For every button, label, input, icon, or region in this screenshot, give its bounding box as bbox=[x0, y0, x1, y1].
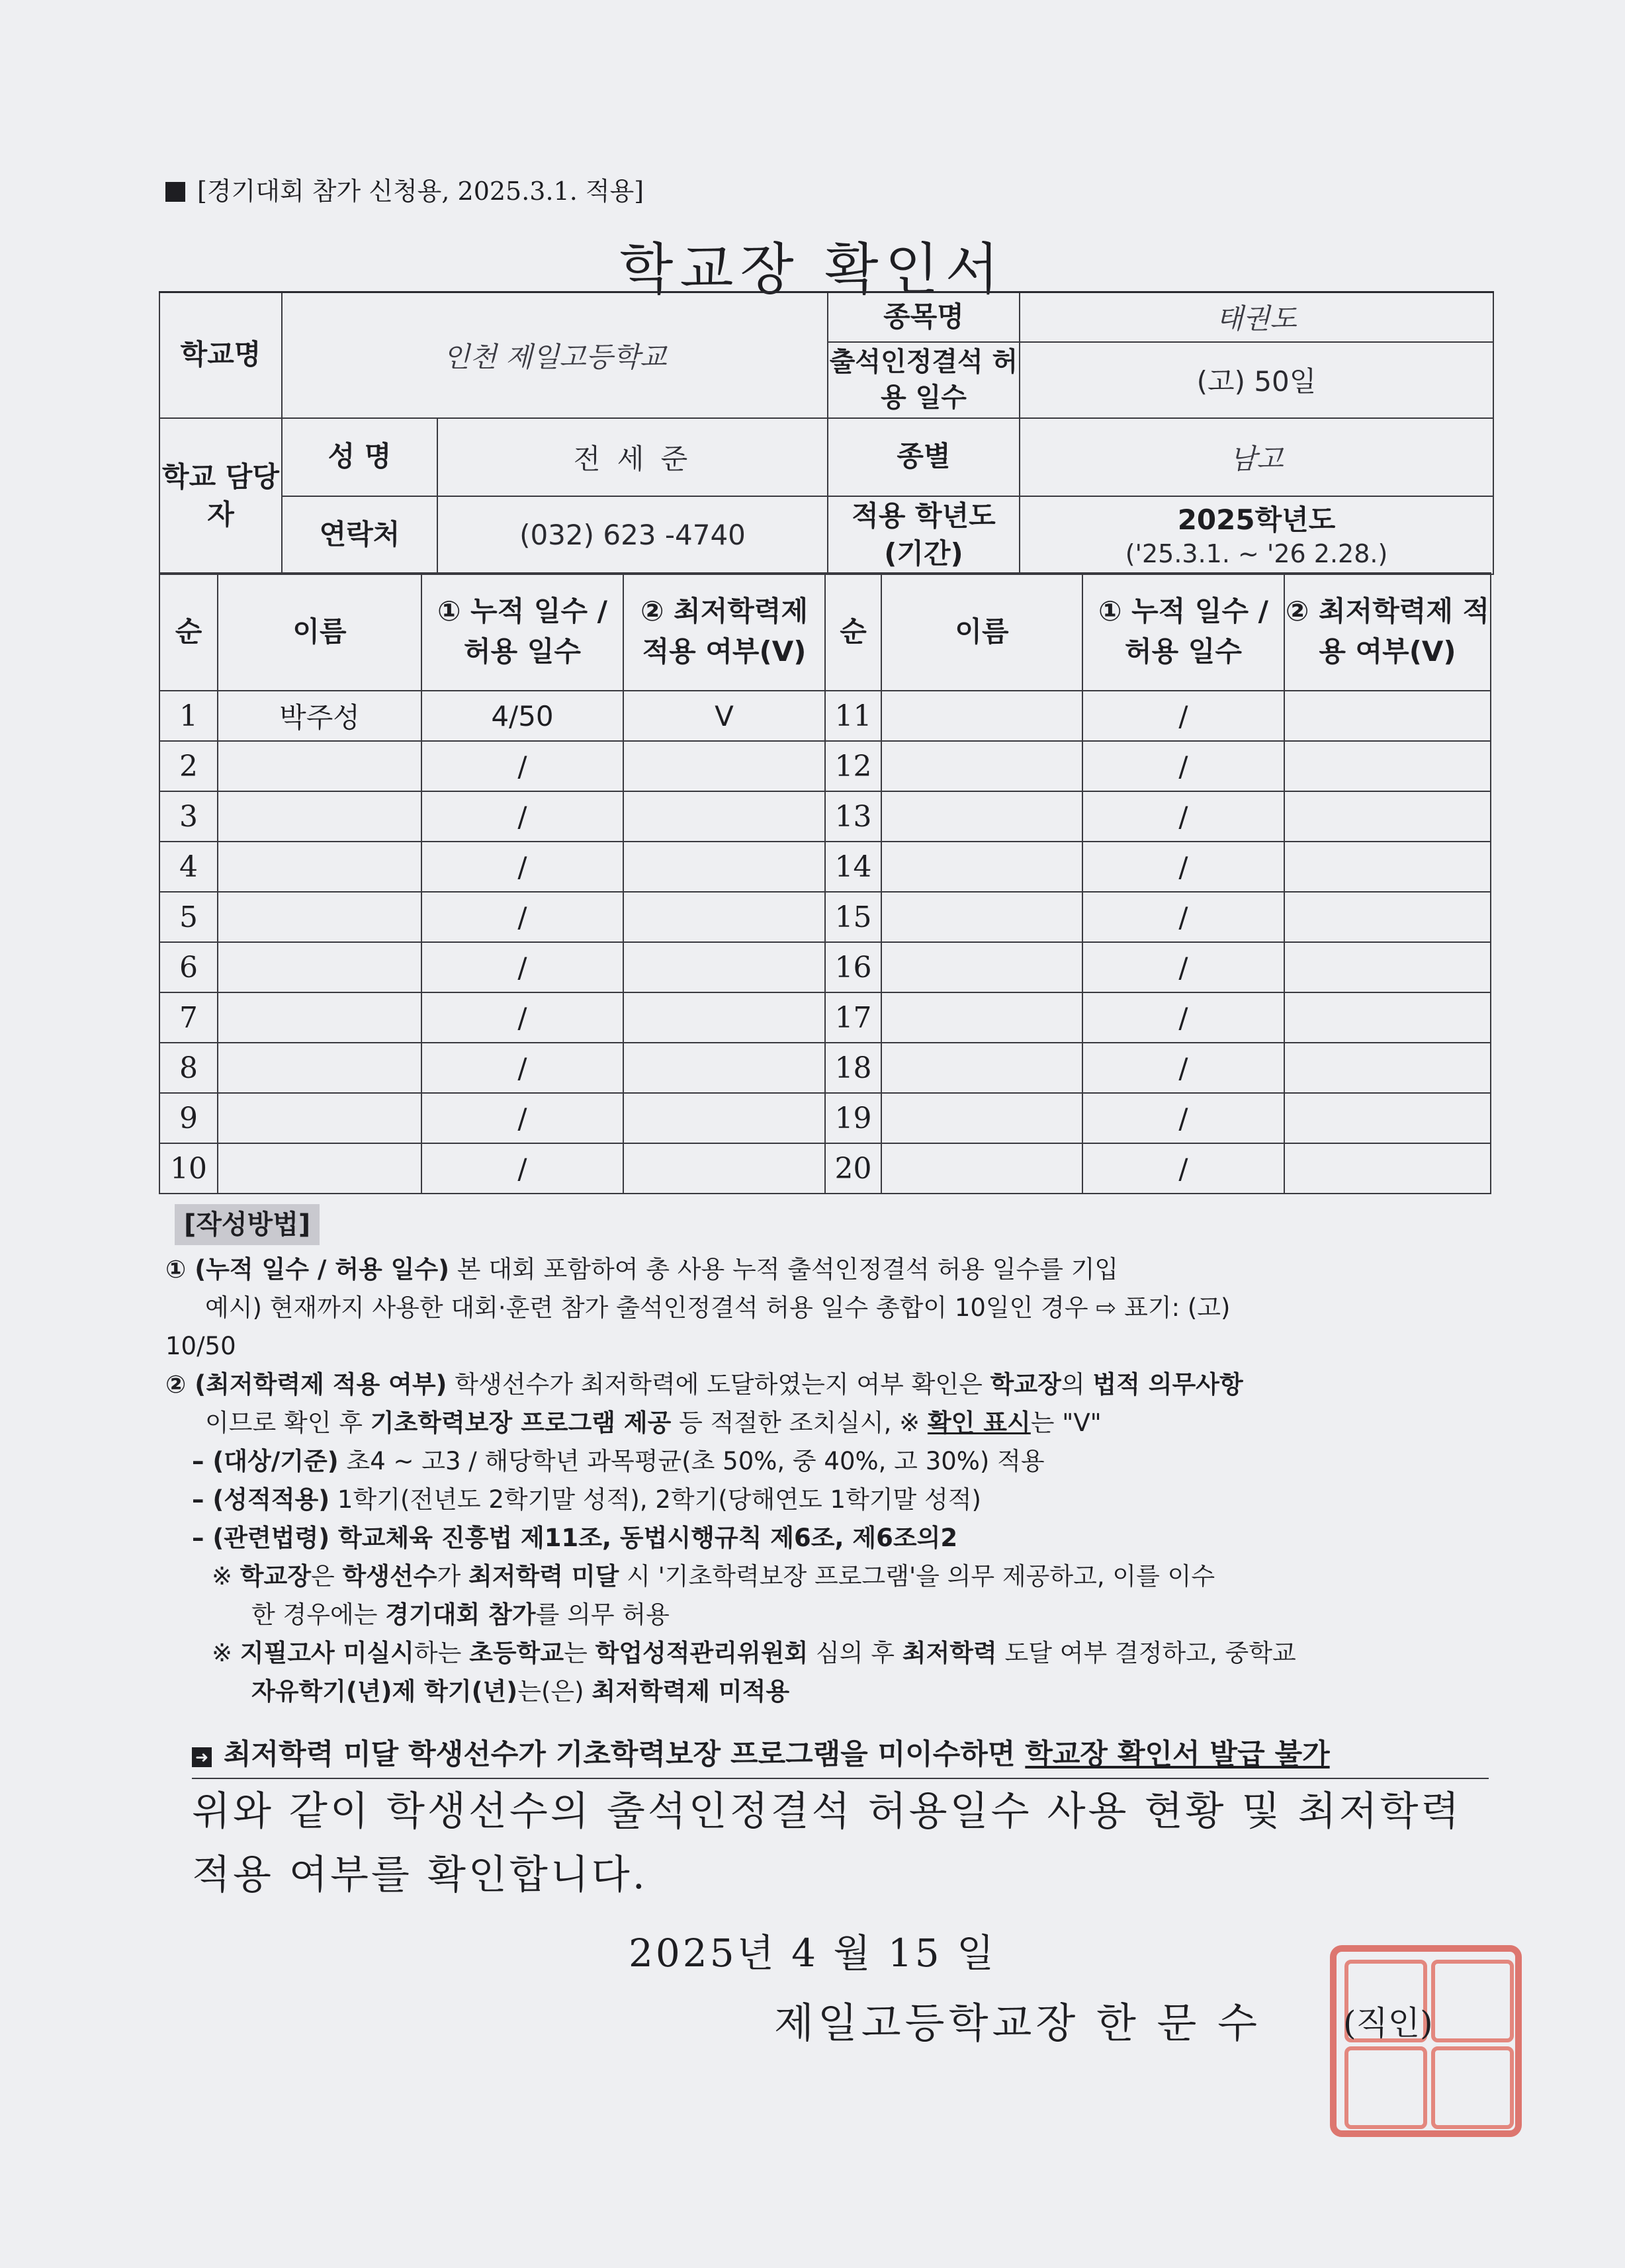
cumulative-days: / bbox=[1082, 741, 1284, 791]
principal-name: 제일고등학교장 한 문 수 bbox=[774, 1999, 1262, 2047]
roster-body bbox=[159, 573, 1491, 1194]
roster-row bbox=[159, 1043, 1491, 1093]
form-version-note: [경기대회 참가 신청용, 2025.3.1. 적용] bbox=[165, 171, 644, 207]
athlete-name bbox=[881, 942, 1082, 992]
manager-label: 학교 담당자 bbox=[159, 418, 282, 574]
min-academic-check bbox=[1284, 1093, 1491, 1143]
min-academic-check bbox=[623, 992, 825, 1043]
instruction-sub-target: – (대상/기준) 초4 ~ 고3 / 해당학년 과목평균(초 50%, 중 40%, 고 30%) 적용 bbox=[192, 1447, 1045, 1475]
instructions-label: [작성방법] bbox=[175, 1204, 320, 1245]
issue-date: 2025년 4 월 15 일 bbox=[629, 1931, 997, 1976]
arrow-box-icon: ➜ bbox=[192, 1747, 212, 1767]
roster-row bbox=[159, 842, 1491, 892]
row-number: 14 bbox=[825, 842, 881, 892]
min-academic-check bbox=[1284, 1143, 1491, 1194]
min-academic-check bbox=[1284, 1043, 1491, 1093]
row-number: 7 bbox=[159, 992, 218, 1043]
athlete-name bbox=[218, 741, 421, 791]
col-no-header: 순 bbox=[159, 573, 218, 691]
athlete-name bbox=[881, 892, 1082, 942]
cumulative-days: / bbox=[1082, 691, 1284, 741]
athlete-name bbox=[881, 691, 1082, 741]
category-value: 남고 bbox=[1020, 418, 1493, 496]
min-academic-check: V bbox=[623, 691, 825, 741]
roster-row bbox=[159, 791, 1491, 842]
col-no-header-2: 순 bbox=[825, 573, 881, 691]
cumulative-days: / bbox=[421, 1093, 623, 1143]
school-name-value: 인천 제일고등학교 bbox=[282, 292, 828, 418]
min-academic-check bbox=[1284, 791, 1491, 842]
event-label: 종목명 bbox=[828, 292, 1020, 342]
manager-name-label: 성 명 bbox=[282, 418, 437, 496]
instruction-item-2: ② (최저학력제 적용 여부) 학생선수가 최저학력에 도달하였는지 여부 확인은 학교장의 법적 의무사항 bbox=[165, 1370, 1243, 1399]
instruction-note-2-line2: 자유학기(년)제 학기(년)는(은) 최저학력제 미적용 bbox=[251, 1677, 790, 1706]
cumulative-days: / bbox=[421, 842, 623, 892]
athlete-name bbox=[881, 741, 1082, 791]
min-academic-check bbox=[623, 942, 825, 992]
athlete-roster-table bbox=[159, 572, 1491, 1194]
cumulative-days: 4/50 bbox=[421, 691, 623, 741]
contact-value: (032) 623 -4740 bbox=[437, 496, 828, 574]
row-number: 13 bbox=[825, 791, 881, 842]
athlete-name bbox=[881, 992, 1082, 1043]
row-number: 10 bbox=[159, 1143, 218, 1194]
row-number: 9 bbox=[159, 1093, 218, 1143]
row-number: 18 bbox=[825, 1043, 881, 1093]
instruction-note-1: ※ 학교장은 학생선수가 최저학력 미달 시 '기초학력보장 프로그램'을 의무 제공하고, 이를 이수 bbox=[212, 1562, 1215, 1591]
row-number: 16 bbox=[825, 942, 881, 992]
roster-row bbox=[159, 691, 1491, 741]
row-number: 20 bbox=[825, 1143, 881, 1194]
info-table bbox=[159, 291, 1494, 575]
athlete-name bbox=[218, 1093, 421, 1143]
school-name-label: 학교명 bbox=[159, 292, 282, 418]
min-academic-check bbox=[1284, 691, 1491, 741]
athlete-name bbox=[218, 942, 421, 992]
cumulative-days: / bbox=[1082, 791, 1284, 842]
athlete-name bbox=[218, 1043, 421, 1093]
cumulative-days: / bbox=[1082, 992, 1284, 1043]
min-academic-check bbox=[623, 1043, 825, 1093]
confirmation-statement: 위와 같이 학생선수의 출석인정결석 허용일수 사용 현황 및 최저학력 적용 여부를 확인합니다. bbox=[192, 1788, 1462, 1898]
min-academic-check bbox=[1284, 892, 1491, 942]
school-year-cell bbox=[1020, 496, 1493, 574]
category-label: 종별 bbox=[828, 418, 1020, 496]
instruction-note-1-line2: 한 경우에는 경기대회 참가를 의무 허용 bbox=[251, 1600, 670, 1629]
roster-row bbox=[159, 1143, 1491, 1194]
roster-row bbox=[159, 1093, 1491, 1143]
col-min-header-2: ② 최저학력제 적용 여부(V) bbox=[1284, 573, 1491, 691]
contact-label: 연락처 bbox=[282, 496, 437, 574]
cumulative-days: / bbox=[1082, 1043, 1284, 1093]
min-academic-check bbox=[623, 1093, 825, 1143]
instruction-item-1-example-end: 10/50 bbox=[165, 1332, 236, 1360]
cumulative-days: / bbox=[1082, 842, 1284, 892]
event-value: 태권도 bbox=[1020, 292, 1493, 342]
seal-label: (직인) bbox=[1343, 2004, 1433, 2042]
cumulative-days: / bbox=[421, 791, 623, 842]
instruction-sub-grades: – (성적적용) 1학기(전년도 2학기말 성적), 2학기(당해연도 1학기말 성적) bbox=[192, 1485, 981, 1514]
athlete-name bbox=[218, 892, 421, 942]
school-year-period: ('25.3.1. ~ '26 2.28.) bbox=[1125, 539, 1388, 568]
min-academic-check bbox=[623, 842, 825, 892]
cumulative-days: / bbox=[1082, 892, 1284, 942]
seal-glyph-block bbox=[1431, 1960, 1514, 2042]
instruction-item-1: ① (누적 일수 / 허용 일수) 본 대회 포함하여 총 사용 누적 출석인정결석 허용 일수를 기입 bbox=[165, 1255, 1119, 1284]
athlete-name bbox=[881, 791, 1082, 842]
athlete-name bbox=[218, 992, 421, 1043]
row-number: 4 bbox=[159, 842, 218, 892]
roster-row bbox=[159, 741, 1491, 791]
row-number: 5 bbox=[159, 892, 218, 942]
athlete-name bbox=[218, 791, 421, 842]
row-number: 15 bbox=[825, 892, 881, 942]
cumulative-days: / bbox=[421, 1043, 623, 1093]
instructions-section bbox=[165, 1204, 1502, 1711]
row-number: 19 bbox=[825, 1093, 881, 1143]
row-number: 3 bbox=[159, 791, 218, 842]
row-number: 17 bbox=[825, 992, 881, 1043]
col-name-header-2: 이름 bbox=[881, 573, 1082, 691]
athlete-name bbox=[881, 1043, 1082, 1093]
cumulative-days: / bbox=[1082, 1093, 1284, 1143]
instruction-item-1-example: 예시) 현재까지 사용한 대회·훈련 참가 출석인정결석 허용 일수 총합이 10일인 경우 ⇨ 표기: (고) bbox=[205, 1293, 1231, 1322]
cumulative-days: / bbox=[1082, 1143, 1284, 1194]
seal-glyph-block bbox=[1431, 2046, 1514, 2129]
warning-line: ➜ 최저학력 미달 학생선수가 기초학력보장 프로그램을 미이수하면 학교장 확인서 발급 불가 bbox=[192, 1732, 1489, 1779]
roster-header-row bbox=[159, 573, 1491, 691]
row-number: 11 bbox=[825, 691, 881, 741]
allowed-days-label: 출석인정결석 허용 일수 bbox=[828, 342, 1020, 418]
roster-row bbox=[159, 992, 1491, 1043]
min-academic-check bbox=[623, 1143, 825, 1194]
min-academic-check bbox=[1284, 741, 1491, 791]
row-number: 8 bbox=[159, 1043, 218, 1093]
document-title: 학교장 확인서 bbox=[619, 237, 1006, 302]
cumulative-days: / bbox=[421, 992, 623, 1043]
cumulative-days: / bbox=[421, 1143, 623, 1194]
school-year-value: 2025학년도 bbox=[1177, 503, 1336, 537]
row-number: 12 bbox=[825, 741, 881, 791]
col-name-header: 이름 bbox=[218, 573, 421, 691]
cumulative-days: / bbox=[1082, 942, 1284, 992]
athlete-name: 박주성 bbox=[218, 691, 421, 741]
col-days-header-2: ① 누적 일수 / 허용 일수 bbox=[1082, 573, 1284, 691]
cumulative-days: / bbox=[421, 942, 623, 992]
min-academic-check bbox=[1284, 842, 1491, 892]
athlete-name bbox=[881, 842, 1082, 892]
athlete-name bbox=[218, 1143, 421, 1194]
roster-row bbox=[159, 892, 1491, 942]
seal-glyph-block bbox=[1344, 2046, 1427, 2129]
min-academic-check bbox=[623, 892, 825, 942]
cumulative-days: / bbox=[421, 892, 623, 942]
manager-name-value: 전 세 준 bbox=[437, 418, 828, 496]
instruction-note-2: ※ 지필고사 미실시하는 초등학교는 학업성적관리위원회 심의 후 최저학력 도달 여부 결정하고, 중학교 bbox=[212, 1639, 1296, 1667]
row-number: 2 bbox=[159, 741, 218, 791]
min-academic-check bbox=[1284, 942, 1491, 992]
min-academic-check bbox=[623, 741, 825, 791]
allowed-days-value: (고) 50일 bbox=[1020, 342, 1493, 418]
cumulative-days: / bbox=[421, 741, 623, 791]
instruction-sub-law: – (관련법령) 학교체육 진흥법 제11조, 동법시행규칙 제6조, 제6조의2 bbox=[192, 1524, 958, 1552]
athlete-name bbox=[881, 1143, 1082, 1194]
col-min-header: ② 최저학력제 적용 여부(V) bbox=[623, 573, 825, 691]
instruction-item-2-line2: 이므로 확인 후 기초학력보장 프로그램 제공 등 적절한 조치실시, ※ 확인 표시는 "V" bbox=[205, 1409, 1102, 1437]
row-number: 1 bbox=[159, 691, 218, 741]
athlete-name bbox=[218, 842, 421, 892]
col-days-header: ① 누적 일수 / 허용 일수 bbox=[421, 573, 623, 691]
min-academic-check bbox=[623, 791, 825, 842]
min-academic-check bbox=[1284, 992, 1491, 1043]
roster-row bbox=[159, 942, 1491, 992]
square-bullet-icon bbox=[165, 182, 185, 202]
school-year-label: 적용 학년도 (기간) bbox=[828, 496, 1020, 574]
athlete-name bbox=[881, 1093, 1082, 1143]
row-number: 6 bbox=[159, 942, 218, 992]
